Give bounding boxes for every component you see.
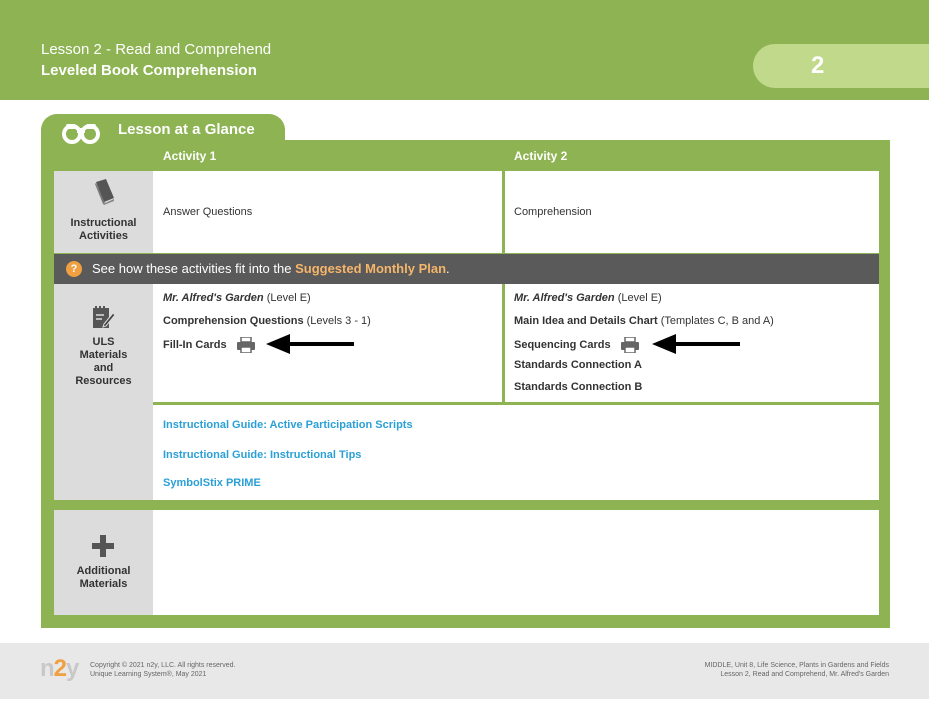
binoculars-icon	[61, 122, 101, 144]
footer	[0, 643, 929, 699]
page-bottom	[0, 699, 929, 721]
uls-col1-item1	[163, 315, 371, 327]
lesson-number: 2	[811, 52, 825, 79]
n2y-logo: n2y	[40, 655, 79, 682]
printer-icon[interactable]	[236, 337, 256, 353]
activity-2-cell	[505, 171, 879, 253]
plan-bar-lead: See how these activities fit into the	[92, 261, 292, 276]
uls-col2-item1	[514, 315, 774, 327]
uls-col1-item2	[163, 337, 256, 353]
activity-2-text: Comprehension	[514, 206, 592, 218]
uls-label-line2: Materials	[79, 349, 128, 361]
main-idea-chart-link[interactable]: Main Idea and Details Chart	[514, 315, 658, 327]
copyright-line1: Copyright © 2021 n2y, LLC. All rights reserved.	[90, 662, 236, 669]
fill-in-cards-link[interactable]: Fill-In Cards	[163, 338, 227, 351]
uls-label-line3: and	[93, 362, 114, 374]
plus-icon	[92, 535, 114, 557]
activity-1-text: Answer Questions	[163, 206, 253, 218]
uls-label-line1: ULS	[92, 336, 115, 348]
meta-line1: MIDDLE, Unit 8, Life Science, Plants in Gardens and Fields	[704, 662, 889, 669]
book-level: (Level E)	[266, 292, 311, 304]
help-icon: ?	[66, 261, 82, 277]
levels-detail: (Levels 3 - 1)	[306, 315, 371, 327]
book-icon	[92, 178, 116, 206]
templates-detail: (Templates C, B and A)	[660, 315, 774, 327]
glance-title: Lesson at a Glance	[118, 121, 255, 138]
additional-label-line2: Materials	[79, 578, 128, 590]
lesson-title: Lesson 2 - Read and Comprehend	[41, 41, 272, 58]
uls-col2-item3	[514, 359, 642, 371]
instructional-label-line1: Instructional	[70, 217, 137, 229]
additional-label-line1: Additional	[76, 565, 131, 577]
uls-col2-book	[514, 292, 662, 304]
standards-connection-a-link[interactable]: Standards Connection A	[514, 359, 642, 371]
header-banner	[0, 0, 929, 100]
plan-bar-end: .	[446, 261, 450, 276]
suggested-plan-bar[interactable]	[54, 254, 879, 284]
symbolstix-prime-link[interactable]: SymbolStix PRIME	[163, 477, 261, 489]
lesson-subtitle: Leveled Book Comprehension	[41, 62, 257, 79]
standards-connection-b-link[interactable]: Standards Connection B	[514, 381, 643, 393]
book-title[interactable]: Mr. Alfred's Garden	[514, 292, 615, 304]
book-title[interactable]: Mr. Alfred's Garden	[163, 292, 264, 304]
uls-col2-item4	[514, 381, 642, 393]
uls-col2-item2	[514, 337, 640, 353]
book-level: (Level E)	[617, 292, 662, 304]
comprehension-questions-link[interactable]: Comprehension Questions	[163, 315, 304, 327]
lesson-at-a-glance-tab	[41, 114, 285, 148]
copyright-line2: Unique Learning System®, May 2021	[90, 671, 207, 678]
instructional-label-line2: Activities	[79, 230, 128, 242]
activity-1-header: Activity 1	[163, 149, 217, 163]
uls-col1-book	[163, 292, 311, 304]
uls-label-line4: Resources	[75, 375, 132, 387]
instructional-activities-label	[54, 171, 153, 253]
additional-materials-label	[54, 510, 153, 615]
copyright-text	[90, 661, 236, 679]
lesson-meta-text	[705, 661, 889, 679]
notepad-icon	[90, 304, 116, 330]
lesson-number-tab	[753, 44, 929, 88]
additional-materials-cell[interactable]	[153, 510, 879, 615]
printer-icon[interactable]	[620, 337, 640, 353]
arrow-pointer-1	[264, 333, 356, 355]
meta-line2: Lesson 2, Read and Comprehend, Mr. Alfred's Garden	[720, 671, 889, 678]
activity-1-cell	[153, 171, 502, 253]
uls-materials-label	[54, 284, 153, 500]
activity-2-header: Activity 2	[514, 149, 568, 163]
instructional-guides-cell	[153, 405, 879, 500]
plan-bar-text	[92, 261, 450, 276]
suggested-monthly-plan-link[interactable]: Suggested Monthly Plan	[295, 261, 447, 276]
instructional-tips-link[interactable]: Instructional Guide: Instructional Tips	[163, 449, 362, 461]
active-participation-scripts-link[interactable]: Instructional Guide: Active Participation Scripts	[163, 419, 413, 431]
arrow-pointer-2	[650, 333, 742, 355]
sequencing-cards-link[interactable]: Sequencing Cards	[514, 338, 611, 351]
